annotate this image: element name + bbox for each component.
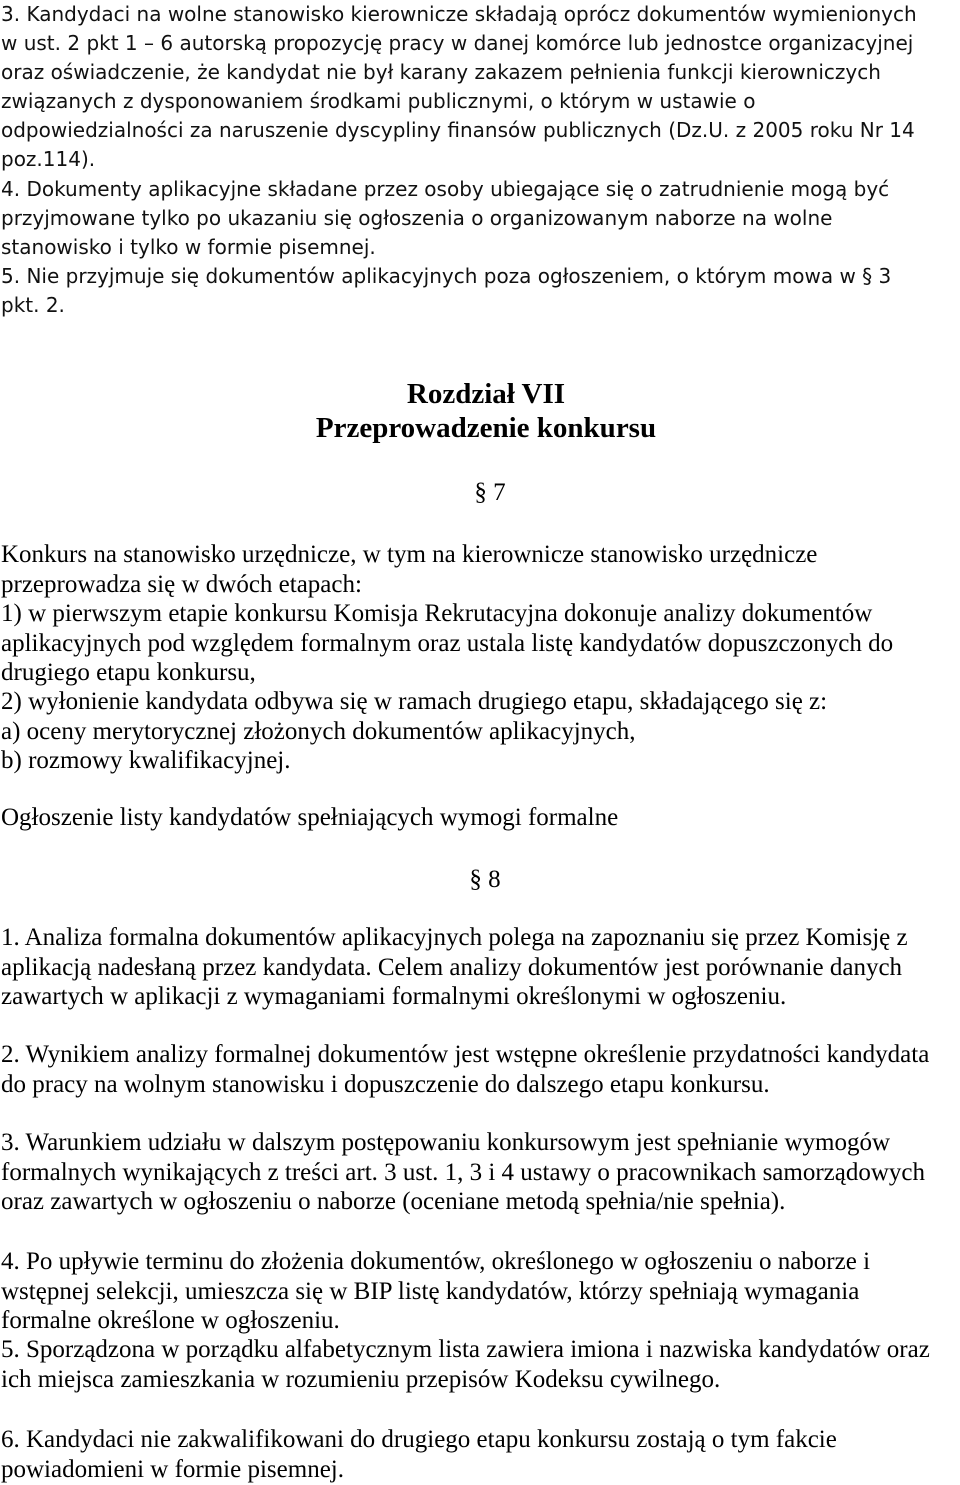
paragraph-8-point-4-line: formalne określone w ogłoszeniu. bbox=[1, 1307, 340, 1335]
paragraph-8-point-5-line: ich miejsca zamieszkania w rozumieniu przepisów Kodeksu cywilnego. bbox=[1, 1365, 721, 1393]
paragraph-7-line: 1) w pierwszym etapie konkursu Komisja Rekrutacyjna dokonuje analizy dokumentów bbox=[1, 600, 873, 628]
paragraph-8-point-5-line: 5. Sporządzona w porządku alfabetycznym lista zawiera imiona i nazwiska kandydatów oraz bbox=[1, 1336, 930, 1364]
intro-point-4 bbox=[1, 175, 960, 262]
paragraph-7-line: 2) wyłonienie kandydata odbywa się w ramach drugiego etapu, składającego się z: bbox=[1, 688, 828, 716]
paragraph-7-line: aplikacyjnych pod względem formalnym oraz ustala listę kandydatów dopuszczonych do bbox=[1, 629, 894, 657]
paragraph-8-point-2-line: do pracy na wolnym stanowisku i dopuszczenie do dalszego etapu konkursu. bbox=[1, 1070, 770, 1098]
paragraph-8-point-6-line: 6. Kandydaci nie zakwalifikowani do drugiego etapu konkursu zostają o tym fakcie bbox=[1, 1426, 837, 1454]
paragraph-7-line: Konkurs na stanowisko urzędnicze, w tym na kierownicze stanowisko urzędnicze bbox=[1, 541, 818, 569]
paragraph-8-point-1 bbox=[1, 923, 960, 1011]
intro-point-3-line: oraz oświadczenie, że kandydat nie był karany zakazem pełnienia funkcji kierowniczych bbox=[1, 60, 881, 85]
intro-point-4-line: przyjmowane tylko po ukazaniu się ogłoszenia o organizowanym naborze na wolne bbox=[1, 205, 833, 230]
paragraph-8-point-3-line: formalnych wynikających z treści art. 3 ust. 1, 3 i 4 ustawy o pracownikach samorządowych bbox=[1, 1158, 926, 1186]
intro-point-3-line: w ust. 2 pkt 1 – 6 autorską propozycję pracy w danej komórce lub jednostce organizacyjnej bbox=[1, 31, 914, 56]
paragraph-8-point-3-line: 3. Warunkiem udziału w dalszym postępowaniu konkursowym jest spełnianie wymogów bbox=[1, 1129, 891, 1157]
section-heading: Ogłoszenie listy kandydatów spełniających wymogi formalne bbox=[1, 804, 619, 832]
chapter-heading bbox=[0, 377, 960, 445]
paragraph-8-point-1-line: 1. Analiza formalna dokumentów aplikacyjnych polega na zapoznaniu się przez Komisję z bbox=[1, 924, 908, 952]
paragraph-7-line: a) oceny merytorycznej złożonych dokumentów aplikacyjnych, bbox=[1, 717, 636, 745]
intro-point-4-line: 4. Dokumenty aplikacyjne składane przez osoby ubiegające się o zatrudnienie mogą być bbox=[1, 176, 890, 201]
paragraph-7-body bbox=[1, 540, 960, 775]
paragraph-8-point-2-line: 2. Wynikiem analizy formalnej dokumentów jest wstępne określenie przydatności kandydata bbox=[1, 1041, 930, 1069]
paragraph-8-point-4 bbox=[1, 1247, 960, 1335]
paragraph-8-point-4-line: 4. Po upływie terminu do złożenia dokumentów, określonego w ogłoszeniu o naborze i bbox=[1, 1248, 871, 1276]
intro-point-3-line: 3. Kandydaci na wolne stanowisko kierownicze składają oprócz dokumentów wymienionych bbox=[1, 2, 917, 26]
paragraph-8-point-6 bbox=[1, 1425, 960, 1484]
paragraph-8-point-1-line: aplikacją nadesłaną przez kandydata. Celem analizy dokumentów jest porównanie danych bbox=[1, 953, 903, 981]
chapter-title: Przeprowadzenie konkursu bbox=[315, 412, 657, 444]
paragraph-8-point-6-line: powiadomieni w formie pisemnej. bbox=[1, 1455, 344, 1483]
paragraph-8-point-3-line: oraz zawartych w ogłoszeniu o naborze (oceniane metodą spełnia/nie spełnia). bbox=[1, 1188, 786, 1216]
paragraph-7-sign: § 7 bbox=[474, 479, 506, 506]
intro-point-3-line: poz.114). bbox=[1, 147, 96, 172]
paragraph-8-sign: § 8 bbox=[469, 866, 501, 893]
intro-point-5-line: 5. Nie przyjmuje się dokumentów aplikacyjnych poza ogłoszeniem, o którym mowa w § 3 bbox=[1, 263, 892, 288]
intro-point-5-line: pkt. 2. bbox=[1, 292, 65, 317]
intro-point-3-line: odpowiedzialności za naruszenie dyscypliny finansów publicznych (Dz.U. z 2005 roku Nr 14 bbox=[1, 118, 915, 143]
paragraph-8-point-5 bbox=[1, 1335, 960, 1394]
intro-point-4-line: stanowisko i tylko w formie pisemnej. bbox=[1, 234, 376, 259]
chapter-number: Rozdział VII bbox=[406, 378, 566, 410]
intro-point-5 bbox=[1, 262, 960, 320]
paragraph-8-point-4-line: wstępnej selekcji, umieszcza się w BIP listę kandydatów, którzy spełniają wymagania bbox=[1, 1277, 860, 1305]
intro-point-3 bbox=[1, 0, 960, 175]
intro-point-3-line: związanych z dysponowaniem środkami publicznymi, o którym w ustawie o bbox=[1, 89, 756, 114]
paragraph-7-line: drugiego etapu konkursu, bbox=[1, 659, 256, 687]
paragraph-8-point-3 bbox=[1, 1128, 960, 1216]
paragraph-7-line: przeprowadza się w dwóch etapach: bbox=[1, 570, 362, 598]
paragraph-8-point-2 bbox=[1, 1040, 960, 1099]
paragraph-7-line: b) rozmowy kwalifikacyjnej. bbox=[1, 747, 291, 775]
intro-points bbox=[1, 0, 960, 320]
paragraph-8-point-1-line: zawartych w aplikacji z wymaganiami formalnymi określonymi w ogłoszeniu. bbox=[1, 983, 787, 1011]
